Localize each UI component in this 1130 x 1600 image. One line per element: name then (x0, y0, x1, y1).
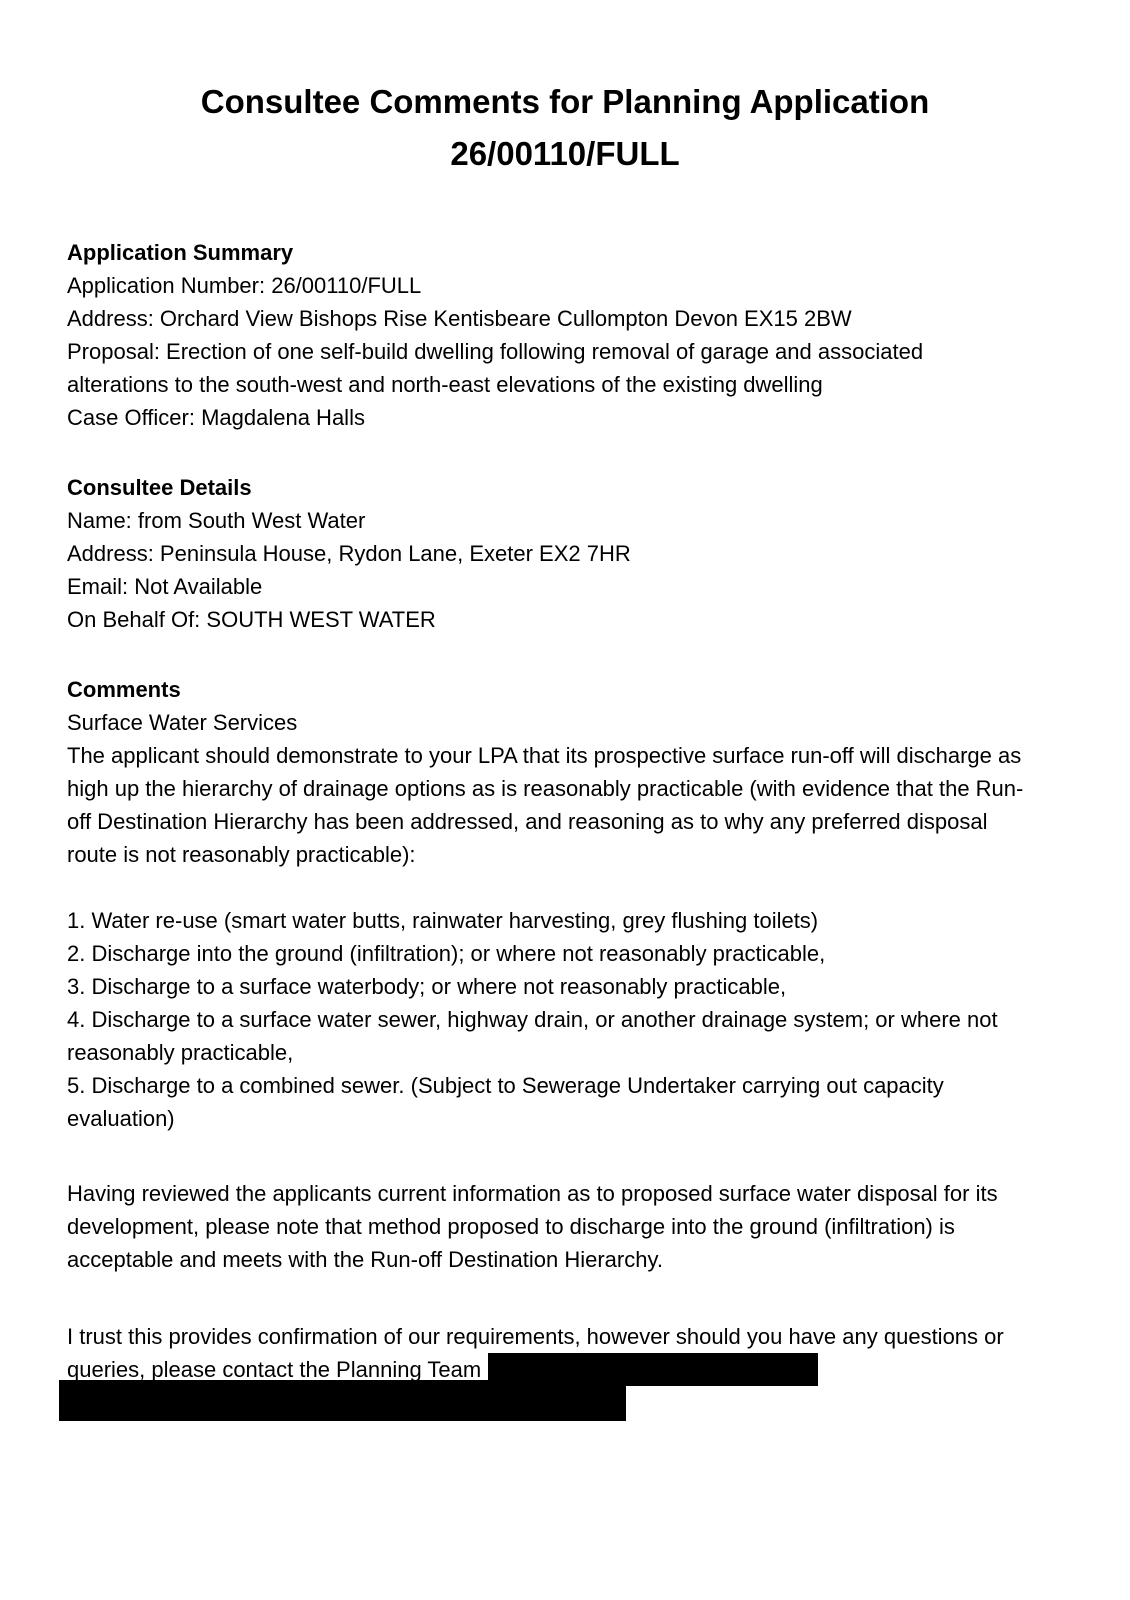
redaction-bar-signature (59, 1380, 626, 1421)
hierarchy-option-4-line-2: reasonably practicable, (67, 1040, 294, 1065)
closing-paragraph-line-2-text: queries, please contact the Planning Team (67, 1357, 482, 1382)
application-proposal-line-2: alterations to the south-west and north-east elevations of the existing dwelling (67, 372, 823, 397)
consultee-name: Name: from South West Water (67, 508, 366, 533)
hierarchy-option-1: 1. Water re-use (smart water butts, rainwater harvesting, grey flushing toilets) (67, 908, 819, 933)
consultee-details-heading: Consultee Details (67, 475, 252, 500)
case-officer: Case Officer: Magdalena Halls (67, 405, 365, 430)
hierarchy-option-2: 2. Discharge into the ground (infiltration); or where not reasonably practicable, (67, 941, 826, 966)
comments-service-title: Surface Water Services (67, 710, 298, 735)
closing-paragraph-line-1: I trust this provides confirmation of our requirements, however should you have any questions or (67, 1324, 1004, 1349)
hierarchy-option-5-line-1: 5. Discharge to a combined sewer. (Subject to Sewerage Undertaker carrying out capacity (67, 1073, 944, 1098)
consultee-on-behalf-of: On Behalf Of: SOUTH WEST WATER (67, 607, 436, 632)
consultee-email: Email: Not Available (67, 574, 263, 599)
comments-intro-line-1: The applicant should demonstrate to your LPA that its prospective surface run-off will discharge as (67, 743, 1022, 768)
hierarchy-option-4-line-1: 4. Discharge to a surface water sewer, highway drain, or another drainage system; or where not (67, 1007, 998, 1032)
review-paragraph-line-1: Having reviewed the applicants current information as to proposed surface water disposal for its (67, 1181, 998, 1206)
application-number: Application Number: 26/00110/FULL (67, 273, 422, 298)
closing-paragraph-line-2 (67, 1353, 1063, 1386)
review-paragraph-line-3: acceptable and meets with the Run-off Destination Hierarchy. (67, 1247, 663, 1272)
document-title-line-1: Consultee Comments for Planning Application (200, 83, 930, 120)
consultee-address: Address: Peninsula House, Rydon Lane, Exeter EX2 7HR (67, 541, 631, 566)
document-title (67, 76, 1063, 180)
application-address: Address: Orchard View Bishops Rise Kentisbeare Cullompton Devon EX15 2BW (67, 306, 852, 331)
application-proposal-line-1: Proposal: Erection of one self-build dwelling following removal of garage and associated (67, 339, 924, 364)
comments-heading: Comments (67, 677, 181, 702)
review-paragraph-line-2: development, please note that method proposed to discharge into the ground (infiltration) is (67, 1214, 955, 1239)
comments-intro-line-3: off Destination Hierarchy has been addressed, and reasoning as to why any preferred disposal (67, 809, 988, 834)
comments-intro-line-4: route is not reasonably practicable): (67, 842, 416, 867)
document-title-line-2: 26/00110/FULL (450, 135, 680, 172)
application-summary-heading: Application Summary (67, 240, 294, 265)
redaction-bar-contact-info (488, 1353, 818, 1386)
hierarchy-option-3: 3. Discharge to a surface waterbody; or where not reasonably practicable, (67, 974, 787, 999)
comments-intro-line-2: high up the hierarchy of drainage options as is reasonably practicable (with evidence that the Run- (67, 776, 1024, 801)
hierarchy-option-5-line-2: evaluation) (67, 1106, 175, 1131)
